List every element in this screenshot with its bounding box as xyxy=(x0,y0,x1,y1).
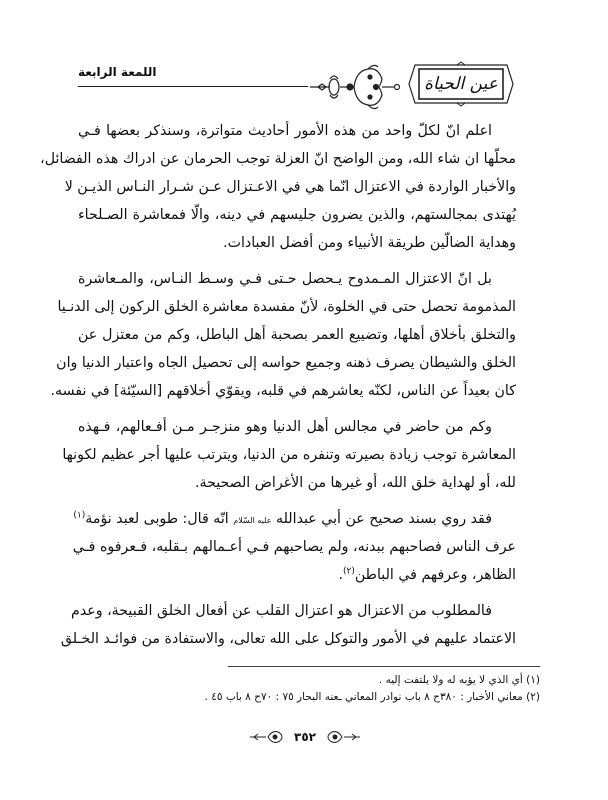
footnote-2: (٢) معاني الأخبار : ٣٨٠ح ٨ باب نوادر المعاني ـعنه البحار ٧٥ : ٧٠ح ٨ باب ٤٥ . xyxy=(204,691,540,703)
paragraph-4 xyxy=(72,505,540,589)
text-line: محلّها ان شاء الله، ومن الواضح انّ العزلة توجب الحرمان عن ادراك هذه الفضائل، xyxy=(40,151,516,167)
footnote-ref-2[interactable]: (٢) xyxy=(343,566,355,577)
page-number: ٣٥٢ xyxy=(294,730,316,744)
text-segment: الظاهر، وعرفهم في الباطن xyxy=(354,567,516,583)
text-line: بل انّ الاعتزال المـمدوح يـحصل حـتى فـي وسـط النـاس، والمـعاشرة xyxy=(78,271,492,287)
text-segment: . xyxy=(338,567,343,583)
text-line: يُهتدى بمجالستهم، والذين يضرون جليسهم في دينه، والّا فمعاشرة الصـلحاء xyxy=(78,207,516,223)
text-line: وكم من حاضر في مجالس أهل الدنيا وهو منزجـر مـن أفـعالهم، فـهذه xyxy=(78,419,492,435)
text-line: والتخلق بأخلاق أهلها، وتضييع العمر بصحبة أهل الباطل، وكم من معتزل عن xyxy=(78,327,516,343)
text-line: الاعتماد عليهم في الأمور والتوكل على الله تعالى، والاستفادة من فوائـد الخـلق xyxy=(60,631,516,647)
footnotes xyxy=(150,672,540,706)
paragraph-2 xyxy=(50,265,540,405)
paragraph-1 xyxy=(40,117,540,257)
text-line: كان بعيداً عن الناس، لكنّه يعاشرهم في قلبه، ويقوّي أخلاقهم [السيّئة] في نفسه. xyxy=(50,383,516,399)
footnote-1: (١) أي الذي لا يؤبه له ولا يلتفت إليه . xyxy=(378,674,540,686)
footnote-rule xyxy=(228,666,540,667)
header-rule xyxy=(78,86,308,87)
text-line xyxy=(78,561,540,589)
paragraph-5 xyxy=(60,597,540,653)
book-logo-text: عين الحياة xyxy=(424,74,498,94)
book-logo xyxy=(405,61,517,107)
text-line: فالمطلوب من الاعتزال هو اعتزال القلب عن أفعال الخلق القبيحة، وعدم xyxy=(71,603,492,619)
text-segment: انّه قال: طوبى لعبد نؤمة xyxy=(85,511,229,527)
text-line: عرف الناس فصاحبهم ببدنه، ولم يصاحبهم فـي أعـمالهم بـقلبه، فـعرفوه فـي xyxy=(72,539,516,555)
text-line xyxy=(73,505,540,533)
text-line: والأخبار الواردة في الاعتزال انّما هي في الاعـتزال عـن شـرار النـاس الذيـن لا xyxy=(64,179,516,195)
body-text xyxy=(40,117,540,661)
text-line: المعاشرة توجب زيادة بصيرته وتنفره من الدنيا، ويترتب عليها أجر عظيم لكونها xyxy=(62,447,516,463)
text-line: المذمومة تحصل حتى في الخلوة، لأنّ مفسدة معاشرة الخلق الركون إلى الدنـيا xyxy=(57,299,516,315)
text-line: لله، أو لهداية خلق الله، أو غيرها من الأغراض الصحيحة. xyxy=(194,475,516,491)
page-number-ornament xyxy=(250,726,360,748)
footnote-ref-1[interactable]: (١) xyxy=(73,510,86,521)
text-line: وهداية الضالّين طريقة الأنبياء ومن أفضل العبادات. xyxy=(223,235,516,251)
honorific: عليه السّلام xyxy=(233,516,272,525)
text-segment: فقد روي بسند صحيح عن أبي عبدالله xyxy=(276,511,492,527)
paragraph-3 xyxy=(62,413,540,497)
page-header xyxy=(78,55,540,115)
text-line: اعلم انّ لكلّ واحد من هذه الأمور أحاديث متواترة، وسنذكر بعضها فـي xyxy=(78,123,492,139)
floral-ornament-icon xyxy=(310,61,400,113)
text-line: الخلق والشيطان يصرف ذهنه وجميع حواسه إلى تحصيل الجاه واعتبار الدنيا وان xyxy=(56,355,516,371)
running-title: اللمعة الرابعة xyxy=(78,65,157,79)
